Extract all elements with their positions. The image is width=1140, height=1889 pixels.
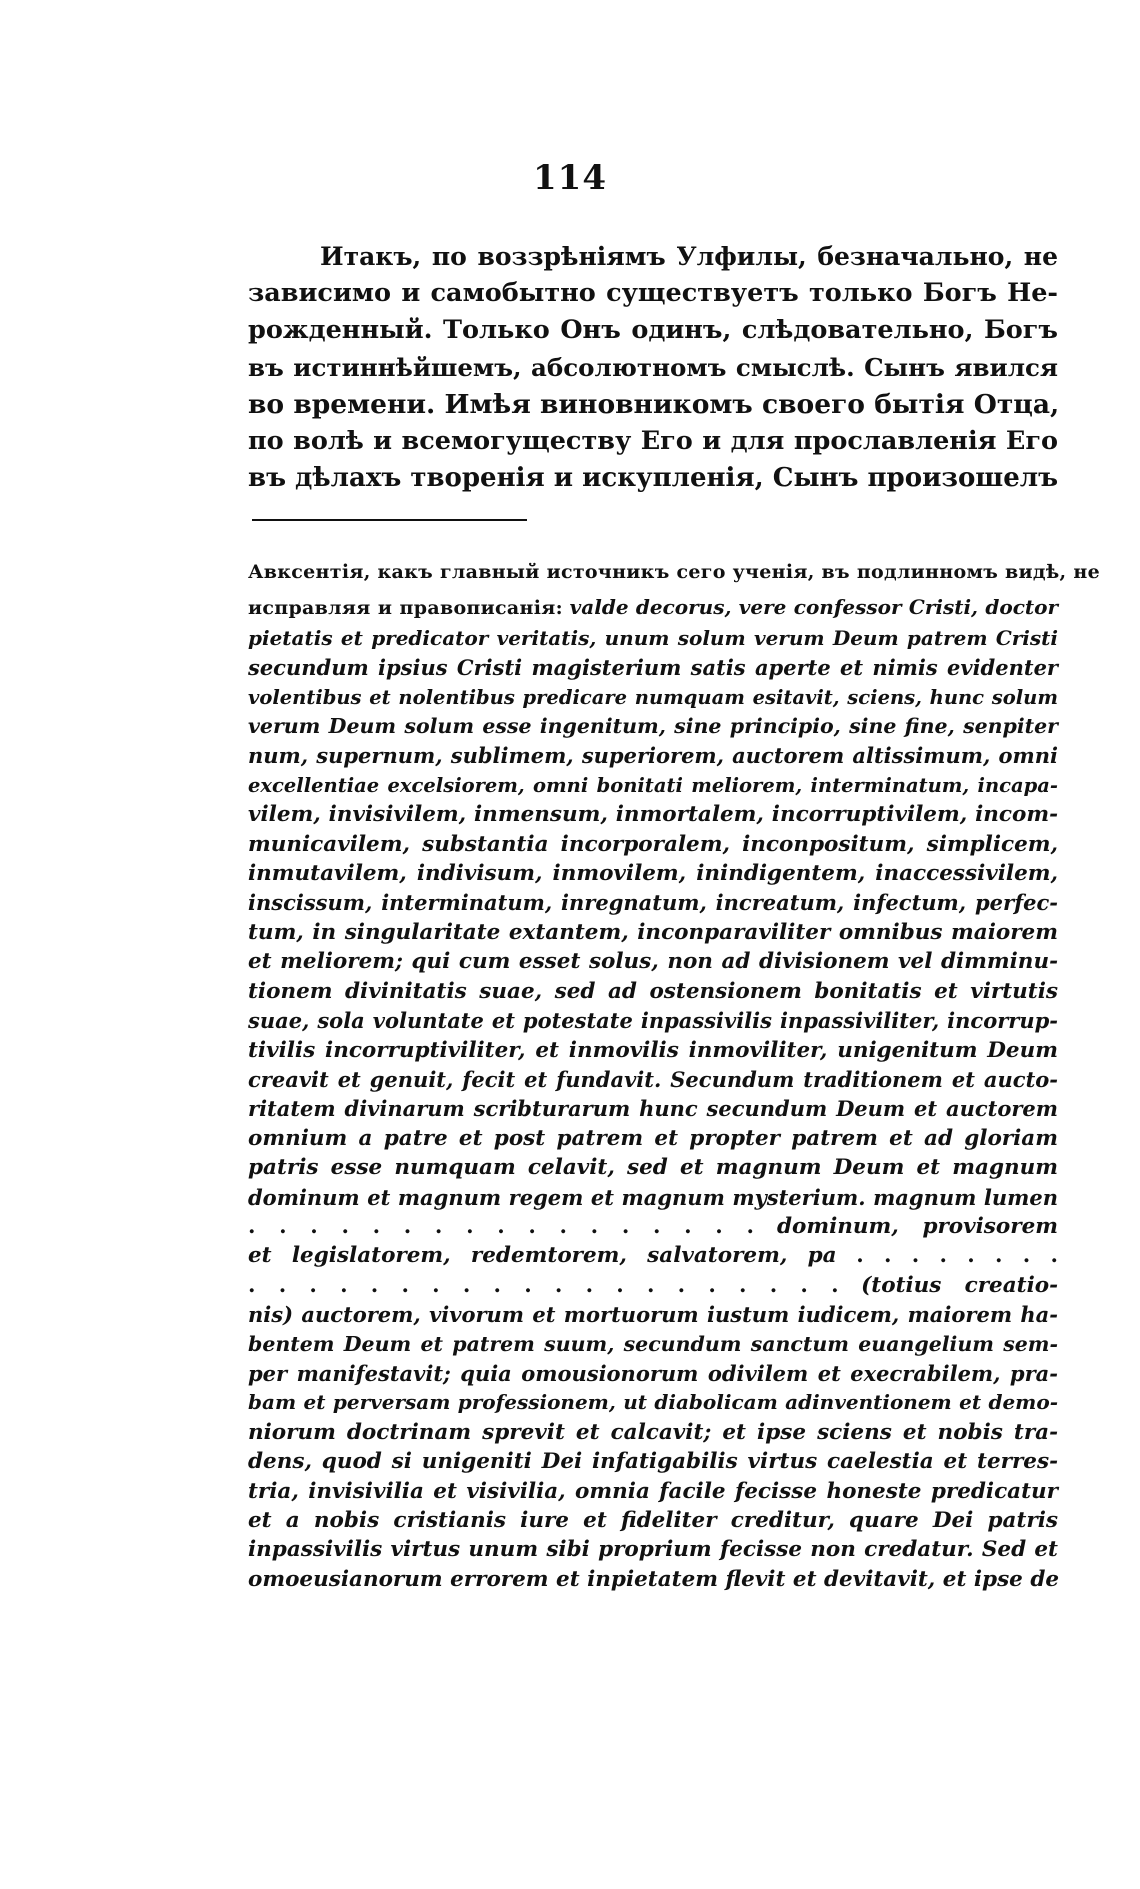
- main-line: въ дѣлахъ творенія и искупленія, Сынъ произошелъ: [248, 463, 1059, 493]
- footnote-lead-line: [248, 558, 1100, 593]
- main-paragraph: [248, 238, 1058, 497]
- footnote-quote: et legislatorem, redemtorem, salvatorem, pa: [248, 1243, 837, 1269]
- footnote-line: dominum et magnum regem et magnum mysterium. magnum lumen: [248, 1184, 1058, 1210]
- ellipsis-dots: . . . . . . . .: [856, 1243, 1058, 1269]
- footnote-line: tum, in singularitate extantem, inconparaviliter omnibus maiorem: [248, 919, 1058, 945]
- footnote-line: inmutavilem, indivisum, inmovilem, inindigentem, inaccessivilem,: [248, 861, 1058, 887]
- footnote-line: tria, invisivilia et visivilia, omnia facile fecisse honeste predicatur: [248, 1478, 1058, 1504]
- footnote-line: secundum ipsius Cristi magisterium satis aperte et nimis evidenter: [248, 655, 1058, 681]
- footnote-line: dens, quod si unigeniti Dei infatigabilis virtus caelestia et terres-: [248, 1449, 1058, 1475]
- main-line: зависимо и самобытно существуетъ только Богъ Не-: [248, 278, 1058, 308]
- footnote-line: creavit et genuit, fecit et fundavit. Secundum traditionem et aucto-: [248, 1066, 1058, 1092]
- footnote-line: municavilem, substantia incorporalem, inconpositum, simplicem,: [248, 831, 1058, 857]
- footnote-line: suae, sola voluntate et potestate inpassivilis inpassiviliter, incorrup-: [248, 1008, 1058, 1034]
- footnote-ellipsis-line: [248, 1212, 1058, 1241]
- footnote-line: tionem divinitatis suae, sed ad ostensionem bonitatis et virtutis: [248, 978, 1058, 1004]
- main-line: рожденный. Только Онъ одинъ, слѣдовательно, Богъ: [248, 315, 1058, 345]
- footnote-divider: [252, 519, 527, 521]
- footnote-quote: (totius creatio-: [861, 1272, 1058, 1298]
- footnote-line: bentem Deum et patrem suum, secundum sanctum euangelium sem-: [248, 1331, 1058, 1356]
- footnote-line: inscissum, interminatum, inregnatum, increatum, infectum, perfec-: [248, 890, 1058, 916]
- footnote-line: per manifestavit; quia omousionorum odivilem et execrabilem, pra-: [248, 1360, 1058, 1386]
- main-line: во времени. Имѣя виновникомъ своего бытія Отца,: [248, 389, 1060, 420]
- footnote-line: pietatis et predicator veritatis, unum solum verum Deum patrem Cristi: [248, 625, 1058, 650]
- ellipsis-dots: . . . . . . . . . . . . . . . . .: [248, 1213, 754, 1239]
- footnote-line: omoeusianorum errorem et inpietatem flevit et devitavit, et ipse de: [248, 1566, 1060, 1592]
- footnote-line: nis) auctorem, vivorum et mortuorum iustum iudicem, maiorem ha-: [248, 1302, 1058, 1328]
- footnote-line: ritatem divinarum scribturarum hunc secundum Deum et auctorem: [248, 1096, 1058, 1122]
- footnote-lead-text: Авксентія, какъ главный источникъ сего ученія, въ подлинномъ видѣ, не: [248, 561, 1100, 583]
- footnote-quote: dominum, provisorem: [776, 1213, 1059, 1239]
- footnote-line: inpassivilis virtus unum sibi proprium fecisse non credatur. Sed et: [248, 1537, 1058, 1563]
- ellipsis-dots: . . . . . . . . . . . . . . . . . . . .: [248, 1272, 839, 1298]
- footnote-line: tivilis incorruptiviliter, et inmovilis inmoviliter, unigenitum Deum: [248, 1037, 1058, 1063]
- page-number: 114: [533, 158, 607, 198]
- footnote-line: et a nobis cristianis iure et fideliter creditur, quare Dei patris: [248, 1508, 1058, 1533]
- footnote-lead-text: исправляя и правописанія:: [248, 597, 563, 620]
- footnote-ellipsis-line: [248, 1271, 1058, 1300]
- main-line: по волѣ и всемогуществу Его и для прославленія Его: [248, 426, 1058, 456]
- footnote-line: excellentiae excelsiorem, omni bonitati meliorem, interminatum, incapa-: [248, 773, 1058, 797]
- footnote-line: et meliorem; qui cum esset solus, non ad divisionem vel dimminu-: [248, 949, 1058, 975]
- footnote-line: niorum doctrinam sprevit et calcavit; et ipse sciens et nobis tra-: [248, 1419, 1058, 1445]
- footnote: [248, 558, 1100, 1594]
- footnote-quote: valde decorus, vere confessor Cristi, doctor: [569, 595, 1058, 620]
- footnote-ellipsis-line: [248, 1241, 1058, 1270]
- footnote-line: vilem, invisivilem, inmensum, inmortalem, incorruptivilem, incom-: [248, 802, 1058, 828]
- footnote-line: [248, 593, 1058, 623]
- footnote-line: omnium a patre et post patrem et propter patrem et ad gloriam: [248, 1125, 1058, 1151]
- footnote-line: patris esse numquam celavit, sed et magnum Deum et magnum: [248, 1155, 1058, 1181]
- footnote-line: bam et perversam professionem, ut diabolicam adinventionem et demo-: [248, 1390, 1058, 1415]
- footnote-line: volentibus et nolentibus predicare numquam esitavit, sciens, hunc solum: [248, 685, 1058, 709]
- footnote-line: verum Deum solum esse ingenitum, sine principio, sine fine, senpiter: [248, 714, 1058, 739]
- footnote-line: num, supernum, sublimem, superiorem, auctorem altissimum, omni: [248, 743, 1058, 769]
- main-line: Итакъ, по воззрѣніямъ Улфилы, безначально, не: [320, 242, 1058, 271]
- main-line: въ истиннѣйшемъ, абсолютномъ смыслѣ. Сынъ явился: [248, 353, 1058, 382]
